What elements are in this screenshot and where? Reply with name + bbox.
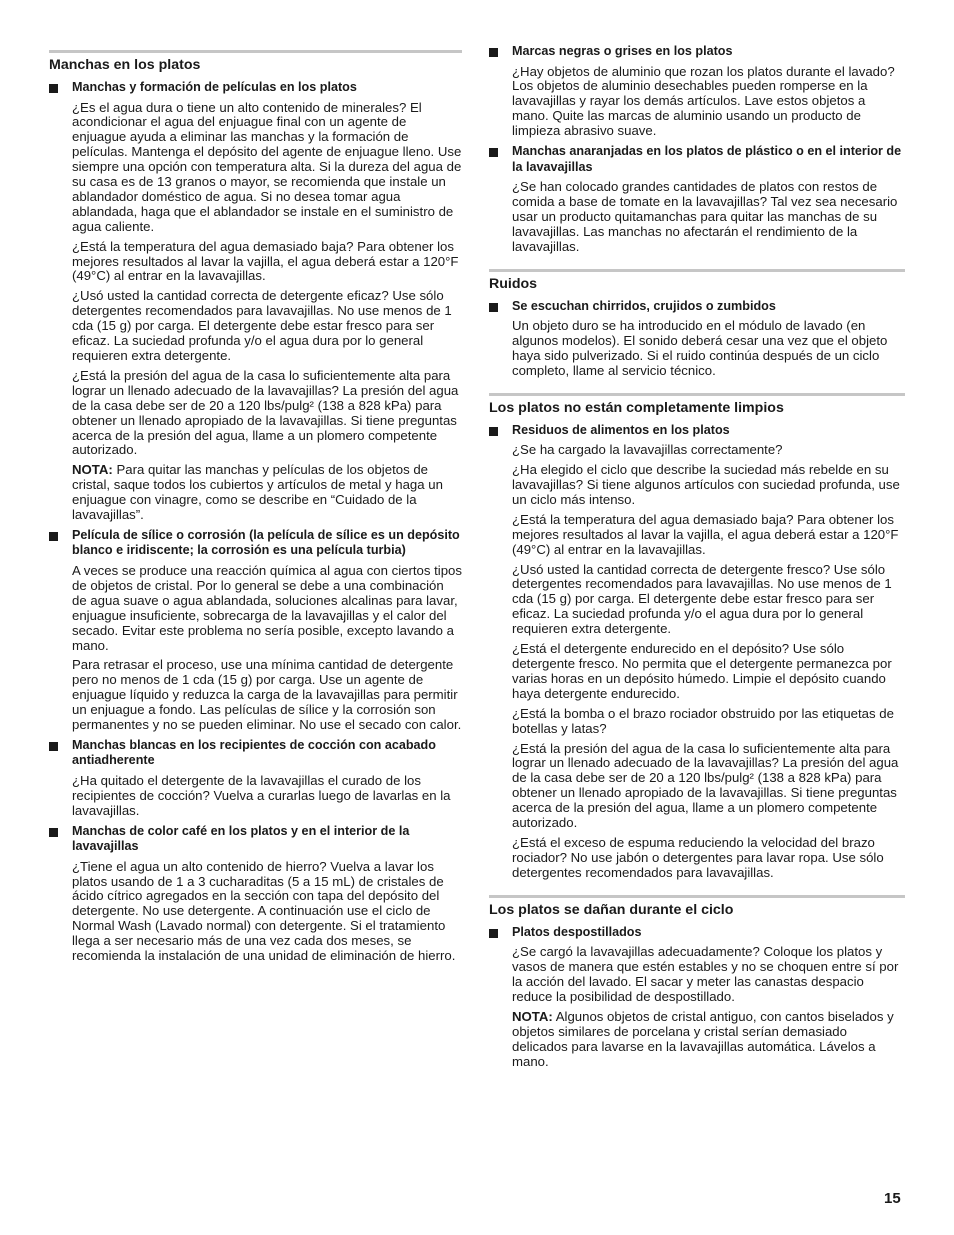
paragraph-text: ¿Está la presión del agua de la casa lo suficientemente alta para lograr un llenado adecuado de la lavavajillas? La presión del agua de la casa debe ser de 20 a 120 lbs/pulg² (138 a 828 kPa) para obtener un llenado apropiado de la lavavajillas. Si tiene preguntas acerca de la presión del agua, llame a un plomero competente autorizado. [512, 740, 899, 831]
solution-paragraph [49, 240, 462, 285]
paragraph-text: ¿Usó usted la cantidad correcta de detergente fresco? Use sólo detergentes recomendados para lavavajillas. No use menos de 1 cda (15 g) por carga. El detergente debe estar fresco para ser eficaz. La suciedad profunda y/o el agua dura por lo general requieren extra detergente. [512, 561, 892, 637]
section-title: Los platos no están completamente limpios [489, 399, 784, 416]
solution-paragraph [489, 463, 905, 508]
problem-title [49, 80, 462, 96]
problem-item [49, 528, 462, 733]
solution-paragraph [489, 513, 905, 558]
paragraph-text: A veces se produce una reacción química al agua con ciertos tipos de objetos de cristal. Por lo general se debe a una combinación de agua suave o agua ablandada, soluciones alcalinas para lavar, enjuague insuficiente, sobrecarga de la lavavajillas y el calor del secado. Evitar este problema no sería posible, excepto lavando a mano. [72, 562, 462, 653]
solution-paragraph [489, 65, 905, 140]
paragraph-text: ¿Usó usted la cantidad correcta de detergente eficaz? Use sólo detergentes recomendados para lavavajillas. No use menos de 1 cda (15 g) por carga. El detergente debe estar fresco para ser eficaz. La suciedad profunda y/o el agua dura por lo general requieren extra detergente. [72, 288, 452, 363]
square-bullet-icon [489, 48, 498, 57]
square-bullet-icon [489, 427, 498, 436]
solution-paragraph [489, 945, 905, 1005]
page-number: 15 [884, 1190, 901, 1207]
solution-paragraph [49, 658, 462, 733]
solution-paragraph [489, 836, 905, 881]
problem-title-text: Se escuchan chirridos, crujidos o zumbidos [512, 298, 776, 313]
section-title: Manchas en los platos [49, 57, 201, 73]
problem-title [49, 738, 462, 769]
problem-item [489, 299, 905, 379]
paragraph-text: Para retrasar el proceso, use una mínima cantidad de detergente pero no menos de 1 cda (15 g) por carga. Use un agente de enjuague líquido y reduzca la carga de la lavavajillas para permitir un enjuague a fondo. Las películas de sílice y la corrosión son permanentes y no se pueden eliminar. No use el secado con calor. [72, 657, 462, 733]
paragraph-text: ¿Está el detergente endurecido en el depósito? Use sólo detergente fresco. No permita que el detergente permanezca por varias horas en un depósito húmedo. Limpie el depósito cuando haya detergente endurecido. [512, 641, 892, 701]
problem-title-text: Manchas blancas en los recipientes de cocción con acabado antiadherente [72, 737, 436, 768]
paragraph-text: Algunos objetos de cristal antiguo, con cantos biselados y objetos similares de porcelana y cristal serían demasiado delicados para lavarse en la lavavajillas automática. Lávelos a mano. [512, 1008, 894, 1069]
problem-title-text: Manchas de color café en los platos y en el interior de la lavavajillas [72, 823, 410, 854]
problem-item [49, 738, 462, 819]
square-bullet-icon [49, 84, 58, 93]
paragraph-text: ¿Se ha cargado la lavavajillas correctamente? [512, 442, 783, 458]
square-bullet-icon [489, 303, 498, 312]
paragraph-text: ¿Tiene el agua un alto contenido de hierro? Vuelva a lavar los platos usando de 1 a 3 cucharaditas (5 a 15 mL) de cristales de ácido cítrico agregados en la sección con tapa del depósito del detergente. No use detergente. A continuación use el ciclo de Normal Wash (Lavado normal) con detergente. Si el tratamiento llega a ser necesario más de una vez cada dos meses, se recomienda la instalación de una unidad de eliminación de hierro. [72, 858, 456, 964]
note-paragraph [489, 1010, 905, 1070]
solution-paragraph [489, 563, 905, 638]
problem-title [489, 299, 905, 315]
solution-paragraph [489, 180, 905, 255]
problem-item [49, 824, 462, 964]
paragraph-text: ¿Es el agua dura o tiene un alto contenido de minerales? El acondicionar el agua del enjuague final con un agente de enjuague ayuda a eliminar las manchas y la formación de películas. Mantenga el depósito del agente de enjuague lleno. Use siempre una opción con temperatura alta. Si la dureza del agua de su casa es de 13 granos o mayor, se recomienda que instale un ablandador doméstico de agua. Si no desea tomar agua ablandada, haga que el ablandador se instale en el suministro de agua caliente. [72, 99, 462, 234]
right-column [489, 44, 905, 1083]
paragraph-text: ¿Se han colocado grandes cantidades de platos con restos de comida a base de tomate en la lavavajillas? Tal vez sea necesario usar un producto quitamanchas para quitar las manchas de su lavavajillas. Las manchas no afectarán el rendimiento de la lavavajillas. [512, 179, 898, 254]
solution-paragraph [49, 564, 462, 653]
problem-item [489, 144, 905, 255]
section-title: Ruidos [489, 275, 538, 292]
problem-item [49, 80, 462, 523]
solution-paragraph [489, 742, 905, 831]
paragraph-text: ¿Está el exceso de espuma reduciendo la velocidad del brazo rociador? No use jabón o detergentes para lavar ropa. Use sólo detergentes recomendados para lavavajillas. [512, 834, 884, 880]
square-bullet-icon [489, 929, 498, 938]
problem-title-text: Marcas negras o grises en los platos [512, 44, 733, 58]
section-los-platos-no-estan-completamente-limpio [489, 393, 905, 881]
problem-item [489, 423, 905, 881]
problem-item [489, 44, 905, 139]
paragraph-text: ¿Está la temperatura del agua demasiado baja? Para obtener los mejores resultados al lavar la vajilla, el agua deberá estar a 120°F (49°C) al entrar en la lavavajillas. [72, 238, 459, 284]
solution-paragraph [49, 101, 462, 235]
problem-title [489, 925, 905, 941]
solution-paragraph [49, 289, 462, 364]
paragraph-text: ¿Está la temperatura del agua demasiado baja? Para obtener los mejores resultados al lavar la vajilla, el agua deberá estar a 120°F (49°C) al entrar en la lavavajillas. [512, 511, 899, 557]
problem-title-text: Película de sílice o corrosión (la película de sílice es un depósito blanco e iridiscente; la corrosión es una película turbia) [72, 527, 460, 558]
problem-title [489, 44, 905, 60]
square-bullet-icon [49, 828, 58, 837]
solution-paragraph [49, 774, 462, 819]
solution-paragraph [489, 642, 905, 702]
section-right-0 [489, 44, 905, 255]
square-bullet-icon [489, 148, 498, 157]
section-manchas-en-los-platos [49, 50, 462, 964]
paragraph-text: Para quitar las manchas y películas de los objetos de cristal, saque todos los cubiertos y artículos de metal y haga un enjuague con vinagre, como se describe en “Cuidado de la lavavajillas”. [72, 462, 443, 523]
paragraph-text: ¿Hay objetos de aluminio que rozan los platos durante el lavado? Los objetos de aluminio desechables pueden romperse en la lavavajillas y rayar los demás artículos. Lave estos objetos a mano. Quite las marcas de aluminio usando un producto de limpieza abrasivo suave. [512, 63, 895, 139]
paragraph-text: ¿Ha quitado el detergente de la lavavajillas el curado de los recipientes de cocción? Vuelva a curarlas luego de lavarlas en la lavavajillas. [72, 772, 451, 818]
paragraph-text: ¿Ha elegido el ciclo que describe la suciedad más rebelde en su lavavajillas? Si tiene algunos artículos con suciedad profunda, use un ciclo más intenso. [512, 462, 900, 507]
solution-paragraph [489, 707, 905, 737]
solution-paragraph [489, 319, 905, 379]
solution-paragraph [489, 443, 905, 458]
problem-title [489, 423, 905, 439]
paragraph-text: ¿Está la bomba o el brazo rociador obstruido por las etiquetas de botellas y latas? [512, 705, 894, 736]
problem-title [489, 144, 905, 175]
paragraph-text: ¿Está la presión del agua de la casa lo suficientemente alta para lograr un llenado adecuado de la lavavajillas? La presión del agua de la casa debe ser de 20 a 120 lbs/pulg² (138 a 828 kPa) para obtener un llenado apropiado de la lavavajillas. Si tiene preguntas acerca de la presión del agua, llame a un plomero competente autorizado. [72, 367, 459, 458]
solution-paragraph [49, 860, 462, 964]
section-los-platos-se-danan-durante-el-ciclo [489, 895, 905, 1070]
problem-title [49, 528, 462, 559]
paragraph-text: ¿Se cargó la lavavajillas adecuadamente? Coloque los platos y vasos de manera que estén estables y no se choquen entre sí por la acción del lavado. El sacar y meter las canastas despacio reduce la posibilidad de despostillado. [512, 944, 899, 1004]
note-label: NOTA: [72, 462, 113, 478]
square-bullet-icon [49, 532, 58, 541]
problem-title-text: Manchas y formación de películas en los platos [72, 80, 357, 94]
section-ruidos [489, 269, 905, 379]
solution-paragraph [49, 369, 462, 458]
problem-title-text: Residuos de alimentos en los platos [512, 422, 730, 437]
problem-title-text: Manchas anaranjadas en los platos de plástico o en el interior de la lavavajillas [512, 144, 902, 174]
paragraph-text: Un objeto duro se ha introducido en el módulo de lavado (en algunos modelos). El sonido deberá cesar una vez que el objeto haya sido pulverizado. Si el ruido continúa después de un ciclo completo, llame al servicio técnico. [512, 318, 888, 378]
section-title: Los platos se dañan durante el ciclo [489, 901, 734, 918]
left-column [49, 50, 462, 978]
problem-title [49, 824, 462, 855]
problem-item [489, 925, 905, 1070]
note-label: NOTA: [512, 1008, 553, 1024]
square-bullet-icon [49, 742, 58, 751]
note-paragraph [49, 463, 462, 523]
problem-title-text: Platos despostillados [512, 924, 642, 939]
